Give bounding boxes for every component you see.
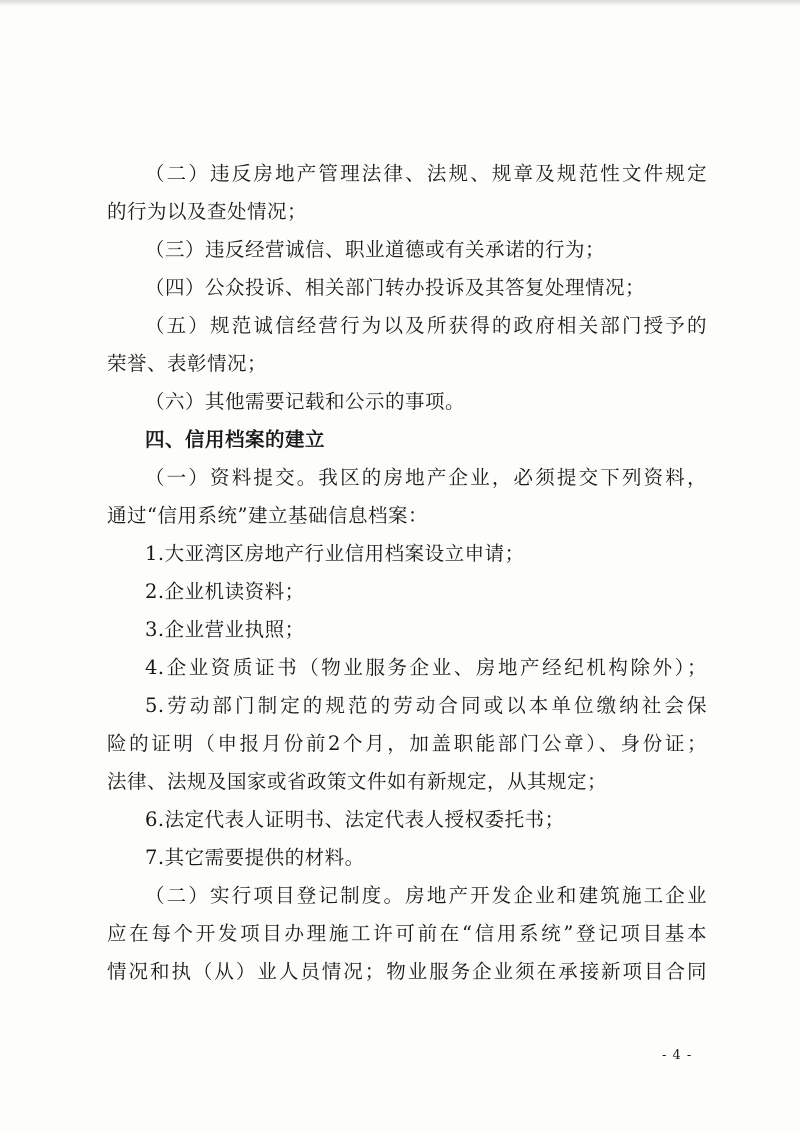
text-line: 应在每个开发项目办理施工许可前在“信用系统”登记项目基本 — [107, 922, 707, 945]
text-line: 情况和执（从）业人员情况；物业服务企业须在承接新项目合同 — [107, 960, 707, 983]
text-line: （二）违反房地产管理法律、法规、规章及规范性文件规定 — [145, 162, 707, 185]
list-item: 7.其它需要提供的材料。 — [145, 846, 365, 869]
list-item: 4.企业资质证书（物业服务企业、房地产经纪机构除外）； — [145, 656, 707, 679]
text-line: 通过“信用系统”建立基础信息档案： — [107, 504, 428, 527]
text-line: 法律、法规及国家或省政策文件如有新规定，从其规定； — [107, 770, 608, 793]
scan-top-edge — [0, 0, 800, 6]
text-line: （三）违反经营诚信、职业道德或有关承诺的行为； — [145, 238, 606, 261]
list-item: 1.大亚湾区房地产行业信用档案设立申请； — [145, 542, 525, 565]
text-line: （四）公众投诉、相关部门转办投诉及其答复处理情况； — [145, 276, 646, 299]
list-item: 3.企业营业执照； — [145, 618, 305, 641]
list-item: 5.劳动部门制定的规范的劳动合同或以本单位缴纳社会保 — [145, 694, 707, 717]
text-line: 的行为以及查处情况； — [107, 200, 308, 223]
text-line: （一）资料提交。我区的房地产企业，必须提交下列资料， — [145, 466, 707, 489]
document-body — [107, 155, 707, 991]
section-heading: 四、信用档案的建立 — [145, 428, 326, 451]
text-line: 险的证明（申报月份前2个月，加盖职能部门公章）、身份证； — [107, 732, 707, 755]
text-line: 荣誉、表彰情况； — [107, 352, 268, 375]
page-number: - 4 - — [662, 1048, 693, 1063]
list-item: 2.企业机读资料； — [145, 580, 305, 603]
text-line: （五）规范诚信经营行为以及所获得的政府相关部门授予的 — [145, 314, 707, 337]
text-line: （二）实行项目登记制度。房地产开发企业和建筑施工企业 — [145, 884, 707, 907]
text-line: （六）其他需要记载和公示的事项。 — [145, 390, 466, 413]
list-item: 6.法定代表人证明书、法定代表人授权委托书； — [145, 808, 565, 831]
